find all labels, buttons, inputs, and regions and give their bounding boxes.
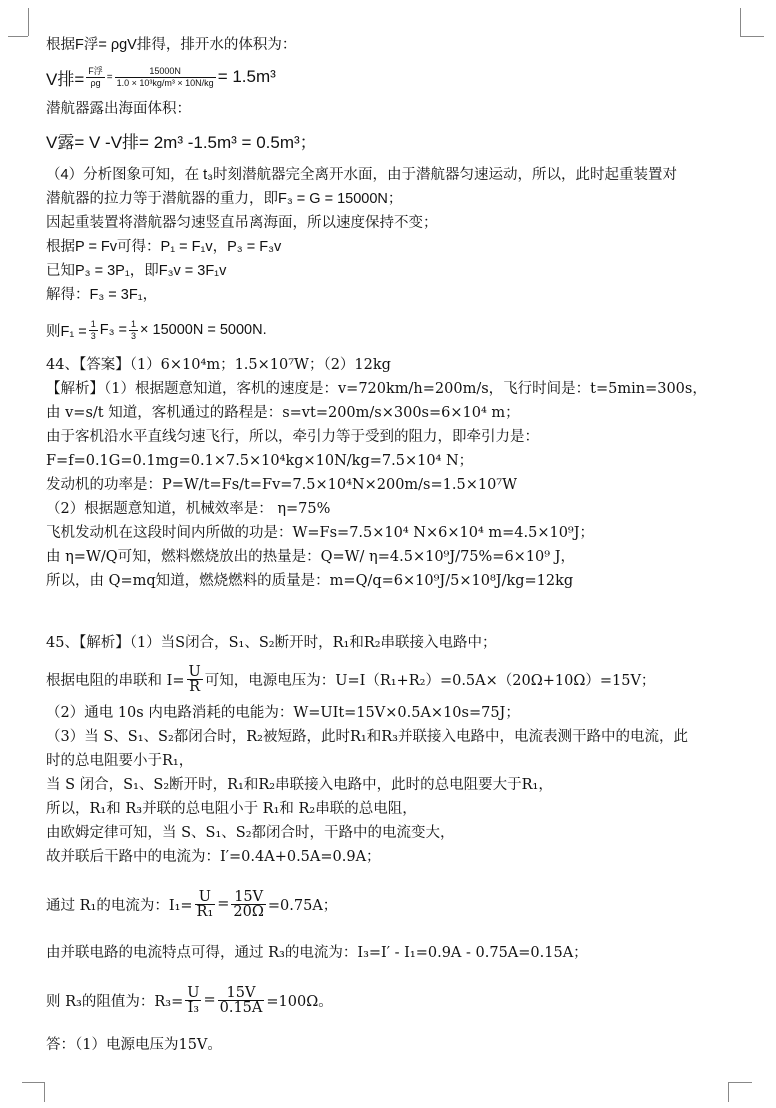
crop-mark-top-right — [740, 36, 764, 37]
equals-sign: = — [203, 992, 216, 1008]
fraction-numerator: 15000N — [115, 66, 216, 78]
text-line: （2）通电 10s 内电路消耗的电能为：W=UIt=15V×0.5A×10s=75J； — [46, 705, 520, 721]
crop-mark-top-left — [8, 36, 28, 37]
solution-43-continued — [46, 34, 736, 346]
text-line: 由 v=s/t 知道，客机通过的路程是：s=vt=200m/s×300s=6×10⁴ m； — [46, 405, 520, 421]
fraction — [231, 890, 265, 919]
crop-mark-bottom-left — [22, 1082, 44, 1083]
equals-sign: = — [217, 896, 230, 912]
text-segment: 根据电阻的串联和 I= — [46, 672, 185, 689]
fraction — [115, 66, 216, 89]
fraction-numerator: 15V — [218, 986, 265, 1001]
text-line: 由并联电路的电流特点可得，通过 R₃的电流为：I₃=I′ - I₁=0.9A - 0.75A=0.15A； — [46, 945, 588, 961]
equation-current-r1 — [46, 884, 736, 924]
text-line: 根据F浮= ρgV排得，排开水的体积为： — [46, 37, 297, 53]
text-line: 潜航器露出海面体积： — [46, 101, 191, 117]
fraction-denominator: R₁ — [196, 903, 214, 920]
fraction-numerator: U — [187, 984, 200, 1001]
fraction-numerator: 1 — [131, 318, 137, 329]
fraction — [89, 319, 98, 342]
fraction-numerator: 1 — [90, 318, 96, 329]
text-line: 当 S 闭合，S₁、S₂断开时，R₁和R₂串联接入电路中，此时的总电阻要大于R₁， — [46, 777, 553, 793]
fraction-denominator: R — [189, 678, 201, 695]
crop-mark-bottom-left — [44, 1082, 45, 1102]
text-line: 因起重装置将潜航器匀速竖直吊离海面，所以速度保持不变； — [46, 215, 438, 231]
fraction-denominator: 3 — [90, 330, 96, 341]
equation-lhs: V排= — [46, 69, 85, 89]
fraction — [195, 890, 216, 919]
equation-volume-exposed: V露= V -V排= 2m³ -1.5m³ = 0.5m³； — [46, 133, 317, 152]
crop-mark-top-left — [28, 8, 29, 36]
document-body — [46, 34, 736, 1056]
solution-45 — [46, 632, 736, 1056]
equation-rhs: × 15000N = 5000N. — [140, 322, 267, 338]
crop-mark-bottom-right — [728, 1082, 752, 1083]
text-line: 根据P = Fv可得：P₁ = F₁v，P₃ = F₃v — [46, 239, 282, 255]
equals-sign: = — [106, 71, 113, 83]
equation-volume-displaced — [46, 62, 736, 92]
text-segment: 则 R₃的阻值为：R₃= — [46, 993, 184, 1010]
fraction-denominator: I₃ — [187, 999, 200, 1016]
fraction-denominator: ρg — [90, 77, 101, 88]
text-line: 时的总电阻要小于R₁， — [46, 753, 194, 769]
equation-mid: F₃ = — [99, 322, 128, 338]
fraction-numerator: F浮 — [88, 65, 103, 76]
text-line: F=f=0.1G=0.1mg=0.1×7.5×10⁴kg×10N/kg=7.5×10⁴ N； — [46, 453, 474, 469]
fraction-numerator: U — [188, 663, 201, 680]
fraction — [218, 986, 265, 1015]
final-answer: 答：（1）电源电压为15V。 — [46, 1037, 222, 1053]
fraction-numerator: 15V — [231, 890, 265, 905]
text-line: 已知P₃ = 3P₁，即F₃v = 3F₁v — [46, 263, 227, 279]
fraction-denominator: 3 — [131, 330, 137, 341]
crop-mark-top-right — [740, 8, 741, 36]
text-segment: =100Ω。 — [266, 993, 333, 1010]
text-line: （2）根据题意知道，机械效率是： η=75% — [46, 501, 331, 517]
crop-mark-bottom-right — [728, 1082, 729, 1102]
equation-rhs: = 1.5m³ — [217, 67, 276, 86]
equation-resistance-r3 — [46, 980, 736, 1020]
equation-force — [46, 314, 736, 346]
text-line: 所以，由 Q=mq知道，燃烧燃料的质量是：m=Q/q=6×10⁹J/5×10⁸J/kg=12kg — [46, 573, 574, 589]
text-segment: 通过 R₁的电流为：I₁= — [46, 897, 193, 914]
fraction-numerator: U — [195, 890, 216, 905]
text-line: 由 η=W/Q可知，燃料燃烧放出的热量是：Q=W/ η=4.5×10⁹J/75%=6×10⁹ J， — [46, 549, 576, 565]
text-line: 【解析】（1）根据题意知道，客机的速度是：v=720km/h=200m/s，飞行时间是：t=5min=300s， — [46, 381, 707, 397]
answer-45-heading: 45、【解析】（1）当S闭合，S₁、S₂断开时，R₁和R₂串联接入电路中； — [46, 635, 497, 651]
answer-44-heading: 44、【答案】（1）6×10⁴m；1.5×10⁷W；（2）12kg — [46, 357, 391, 373]
text-segment: =0.75A； — [267, 897, 338, 914]
fraction — [185, 986, 201, 1015]
text-line: 解得：F₃ = 3F₁， — [46, 287, 158, 303]
text-line: 故并联后干路中的电流为：I′=0.4A+0.5A=0.9A； — [46, 849, 381, 865]
fraction-denominator: 0.15A — [219, 999, 263, 1016]
fraction — [187, 665, 203, 694]
text-line: 飞机发动机在这段时间内所做的功是：W=Fs=7.5×10⁴ N×6×10⁴ m=4.5×10⁹J； — [46, 525, 595, 541]
text-line: 由欧姆定律可知，当 S、S₁、S₂都闭合时，干路中的电流变大， — [46, 825, 455, 841]
text-line: （3）当 S、S₁、S₂都闭合时，R₂被短路，此时R₁和R₃并联接入电路中，电流表测干路中的电流，此 — [46, 729, 688, 745]
fraction — [129, 319, 138, 342]
fraction — [86, 66, 105, 89]
text-line: （4）分析图象可知，在 t₃时刻潜航器完全离开水面，由于潜航器匀速运动，所以，此时起重装置对 — [46, 167, 678, 183]
fraction-denominator: 1.0 × 10³kg/m³ × 10N/kg — [116, 77, 214, 88]
text-line: 由于客机沿水平直线匀速飞行，所以，牵引力等于受到的阻力，即牵引力是： — [46, 429, 539, 445]
fraction-denominator: 20Ω — [233, 903, 264, 920]
text-segment: 可知，电源电压为：U=I（R₁+R₂）=0.5A×（20Ω+10Ω）=15V； — [204, 672, 656, 689]
text-line: 潜航器的拉力等于潜航器的重力，即F₃ = G = 15000N； — [46, 191, 403, 207]
equation-source-voltage — [46, 662, 736, 696]
text-line: 发动机的功率是：P=W/t=Fs/t=Fv=7.5×10⁴N×200m/s=1.5×10⁷W — [46, 477, 518, 493]
text-line: 所以，R₁和 R₃并联的总电阻小于 R₁和 R₂串联的总电阻， — [46, 801, 417, 817]
solution-44 — [46, 354, 736, 592]
equation-lhs: 则F₁ = — [46, 323, 87, 340]
